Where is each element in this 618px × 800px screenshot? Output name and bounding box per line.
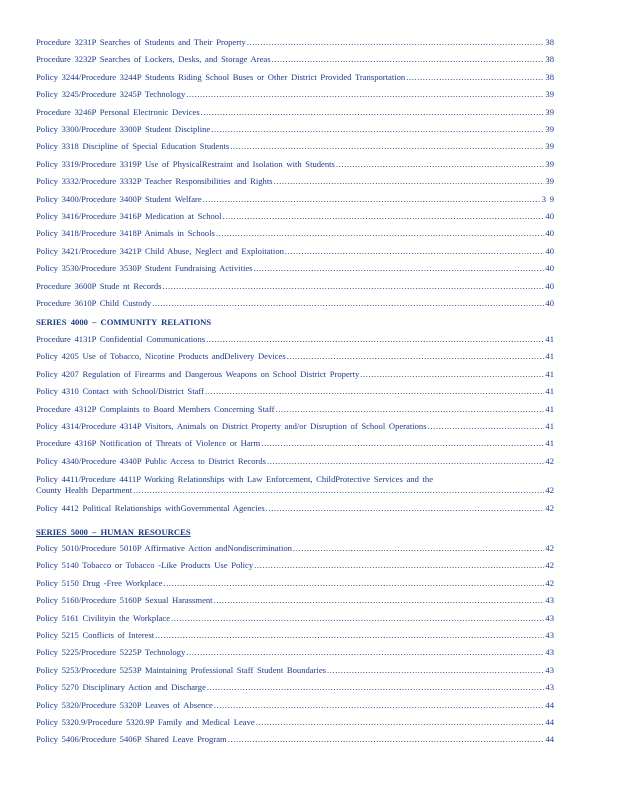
dot-leader <box>186 89 544 100</box>
toc-entry-title: Procedure 4312P Complaints to Board Members Concerning Staff <box>36 403 275 414</box>
toc-entry <box>36 194 554 205</box>
toc-entry <box>36 54 554 65</box>
toc-entry-title: Policy 3418/Procedure 3418P Animals in Schools <box>36 228 215 239</box>
toc-entry-title: Policy 5320/Procedure 5320P Leaves of Absence <box>36 699 213 710</box>
dot-leader <box>228 734 545 745</box>
dot-leader <box>230 141 544 152</box>
toc-entry-page: 39 <box>545 124 554 134</box>
dot-leader <box>155 630 544 641</box>
toc-entry-page: 39 <box>545 106 554 117</box>
toc-entry-page: 39 <box>545 176 554 187</box>
toc-entry-page: 40 <box>545 263 554 274</box>
dot-leader <box>201 107 545 118</box>
toc-entry-page: 38 <box>545 54 554 65</box>
toc-entry-page: 44 <box>545 717 554 727</box>
toc-entry-page: 41 <box>545 368 554 379</box>
toc-entry-page: 43 <box>545 664 554 675</box>
toc-entry <box>36 263 554 274</box>
toc-entry <box>36 734 554 745</box>
dot-leader <box>254 263 545 274</box>
toc-entry <box>36 72 554 83</box>
toc-entry-title: Procedure 3246P Personal Electronic Devices <box>36 106 200 117</box>
toc-entry-title: Policy 4340/Procedure 4340P Public Access to District Records <box>36 455 267 466</box>
toc-entry <box>36 595 554 606</box>
toc-entry <box>36 456 554 467</box>
toc-entry-page: 40 <box>545 245 554 256</box>
toc-entry-page: 3 9 <box>541 193 554 204</box>
toc-entry-4411 <box>36 474 554 496</box>
toc-entry-page: 43 <box>545 612 554 623</box>
toc-entry-title: Policy 5150 Drug -Free Workplace <box>36 577 163 588</box>
toc-entry-page: 39 <box>545 158 554 169</box>
toc-entry-title: Policy 5160/Procedure 5160P Sexual Harassment <box>36 595 213 606</box>
toc-entry <box>36 89 554 100</box>
toc-entry <box>36 246 554 257</box>
toc-entry-page: 39 <box>545 89 554 100</box>
dot-leader <box>247 37 545 48</box>
toc-entry <box>36 298 554 309</box>
toc-entry-page: 41 <box>545 403 554 414</box>
dot-leader <box>203 194 541 205</box>
toc-entry-page: 41 <box>545 438 554 449</box>
dot-leader <box>406 72 544 83</box>
toc-entry <box>36 37 554 48</box>
toc-entry-title: Procedure 3231P Searches of Students and Their Property <box>36 37 246 47</box>
toc-entry-page: 43 <box>545 647 554 658</box>
dot-leader <box>293 543 544 554</box>
toc-entry-page: 39 <box>545 141 554 152</box>
dot-leader <box>207 682 545 693</box>
toc-entry <box>36 682 554 693</box>
dot-leader <box>133 485 544 496</box>
toc-entry-title: Policy 4205 Use of Tobacco, Nicotine Products andDelivery Devices <box>36 351 286 362</box>
toc-entry <box>36 124 554 135</box>
toc-entry-title: Policy 3300/Procedure 3300P Student Discipline <box>36 124 211 134</box>
toc-entry-title: Policy 4310 Contact with School/District Staff <box>36 386 204 397</box>
dot-leader <box>266 503 545 514</box>
toc-entry <box>36 438 554 449</box>
toc-entry <box>36 560 554 571</box>
toc-entry-page: 38 <box>545 37 554 47</box>
dot-leader <box>211 124 544 135</box>
toc-entry-title: Policy 3318 Discipline of Special Education Students <box>36 141 230 152</box>
toc-entry <box>36 700 554 711</box>
toc-entry <box>36 613 554 624</box>
dot-leader <box>163 281 545 292</box>
toc-entry <box>36 334 554 345</box>
toc-entry <box>36 369 554 380</box>
dot-leader <box>186 647 544 658</box>
dot-leader <box>261 438 544 449</box>
toc-entry-page: 40 <box>545 228 554 239</box>
dot-leader <box>287 351 545 362</box>
toc-entry-title: Procedure 3610P Child Custody <box>36 298 152 308</box>
dot-leader <box>206 334 544 345</box>
toc-entry-page: 40 <box>545 280 554 291</box>
toc-entry-title-cont: County Health Department <box>36 485 133 495</box>
dot-leader <box>214 700 545 711</box>
toc-entry-title: Policy 3400/Procedure 3400P Student Welfare <box>36 193 202 204</box>
series-5000-heading: SERIES 5000 – HUMAN RESOURCES <box>36 527 191 537</box>
toc-entry-page: 42 <box>545 485 554 495</box>
toc-entry <box>36 578 554 589</box>
dot-leader <box>205 386 544 397</box>
dot-leader <box>272 54 545 65</box>
toc-entry-title: Policy 5161 Civilityin the Workplace <box>36 612 171 623</box>
toc-entry-title: Policy 5253/Procedure 5253P Maintaining Professional Staff Student Boundaries <box>36 664 327 675</box>
toc-entry-title: Policy 5225/Procedure 5225P Technology <box>36 647 186 658</box>
toc-entry-title: Policy 4207 Regulation of Firearms and Dangerous Weapons on School District Property <box>36 368 360 379</box>
toc-entry-title: Policy 3244/Procedure 3244P Students Riding School Buses or Other District Provided Transportation <box>36 71 406 82</box>
toc-entry-page: 42 <box>545 560 554 571</box>
toc-entry-title: Policy 4412 Political Relationships withGovernmental Agencies <box>36 503 265 513</box>
toc-entry-page: 40 <box>545 211 554 221</box>
dot-leader <box>285 246 544 257</box>
toc-entry <box>36 717 554 728</box>
toc-entry-4412 <box>36 503 554 514</box>
dot-leader <box>171 613 544 624</box>
dot-leader <box>222 211 544 222</box>
toc-entry-page: 43 <box>545 682 554 693</box>
toc-entry <box>36 665 554 676</box>
toc-entry-title: Policy 5320.9/Procedure 5320.9P Family and Medical Leave <box>36 717 255 727</box>
toc-entry-page: 44 <box>545 699 554 710</box>
toc-entry-title: Policy 4314/Procedure 4314P Visitors, Animals on District Property and/or Disruption of School Operations <box>36 421 427 431</box>
dot-leader <box>327 665 544 676</box>
toc-entry-page: 43 <box>545 630 554 640</box>
toc-entry-title: Policy 5215 Conflicts of Interest <box>36 630 155 640</box>
dot-leader <box>360 369 544 380</box>
toc-entry-title: Policy 3245/Procedure 3245P Technology <box>36 89 186 100</box>
dot-leader <box>275 404 544 415</box>
toc-entry-page: 41 <box>545 386 554 397</box>
toc-entry <box>36 543 554 554</box>
dot-leader <box>428 421 545 432</box>
toc-entry-page: 42 <box>545 455 554 466</box>
toc-entry-page: 44 <box>545 734 554 745</box>
toc-entry-title: Policy 5270 Disciplinary Action and Discharge <box>36 682 206 693</box>
toc-entry <box>36 211 554 222</box>
toc-entry <box>36 630 554 641</box>
toc-entry-page: 42 <box>545 577 554 588</box>
toc-entry <box>36 421 554 432</box>
dot-leader <box>256 717 545 728</box>
toc-entry-page: 42 <box>545 503 554 513</box>
toc-entry-title: Procedure 4316P Notification of Threats of Violence or Harm <box>36 438 261 449</box>
toc-entry <box>36 141 554 152</box>
dot-leader <box>163 578 544 589</box>
toc-entry <box>36 159 554 170</box>
toc-entry <box>36 647 554 658</box>
toc-entry <box>36 281 554 292</box>
dot-leader <box>267 456 544 467</box>
dot-leader <box>274 176 545 187</box>
dot-leader <box>214 595 545 606</box>
toc-entry-page: 40 <box>545 298 554 308</box>
toc-entry-title: Procedure 3232P Searches of Lockers, Desks, and Storage Areas <box>36 54 271 65</box>
toc-entry <box>36 176 554 187</box>
toc-entry <box>36 107 554 118</box>
toc-entry <box>36 386 554 397</box>
toc-entry-title: Procedure 3600P Stude nt Records <box>36 280 162 291</box>
toc-entry-title: Policy 3416/Procedure 3416P Medication at School <box>36 211 222 221</box>
toc-entry-page: 43 <box>545 595 554 606</box>
toc-entry-title: Policy 3332/Procedure 3332P Teacher Responsibilities and Rights <box>36 176 273 187</box>
toc-entry-title: Policy 3421/Procedure 3421P Child Abuse, Neglect and Exploitation <box>36 245 284 256</box>
toc-entry-title: Policy 4411/Procedure 4411P Working Relationships with Law Enforcement, ChildProtective Services and the <box>36 474 434 484</box>
toc-entry-title: Procedure 4131P Confidential Communications <box>36 334 206 344</box>
toc-entry-page: 38 <box>545 71 554 82</box>
series-4000-heading: SERIES 4000 – COMMUNITY RELATIONS <box>36 317 212 327</box>
toc-entry-title: Policy 5406/Procedure 5406P Shared Leave Program <box>36 734 227 745</box>
toc-entry <box>36 228 554 239</box>
toc-entry <box>36 351 554 362</box>
toc-entry-title: Policy 3530/Procedure 3530P Student Fundraising Activities <box>36 263 253 274</box>
toc-entry-title: Policy 5140 Tobacco or Tobacco -Like Products Use Policy <box>36 560 254 571</box>
dot-leader <box>216 228 545 239</box>
toc-entry-title: Policy 3319/Procedure 3319P Use of PhysicalRestraint and Isolation with Students <box>36 158 335 169</box>
toc-entry-page: 41 <box>545 351 554 362</box>
dot-leader <box>336 159 545 170</box>
dot-leader <box>254 560 544 571</box>
toc-entry-title: Policy 5010/Procedure 5010P Affirmative Action andNondiscrimination <box>36 543 292 553</box>
toc-entry-page: 42 <box>545 543 554 553</box>
toc-entry <box>36 404 554 415</box>
toc-entry-page: 41 <box>545 334 554 344</box>
dot-leader <box>152 298 544 309</box>
toc-entry-page: 41 <box>545 421 554 431</box>
